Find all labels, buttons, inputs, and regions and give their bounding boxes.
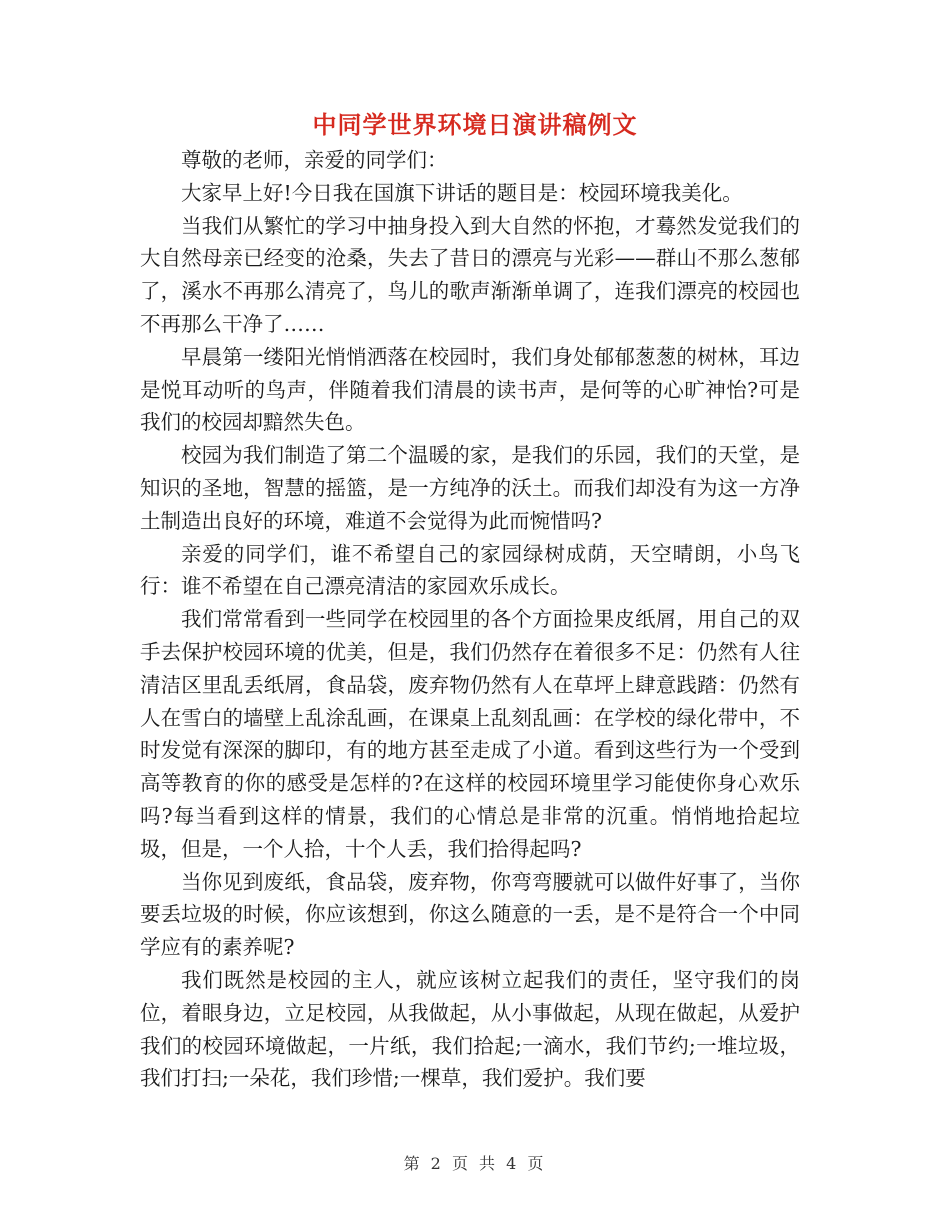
paragraph: 当你见到废纸，食品袋，废弃物，你弯弯腰就可以做件好事了，当你要丢垃圾的时候，你应该想到，你这么随意的一丢，是不是符合一个中同学应有的素养呢? [140, 869, 800, 960]
page-number-footer: 第 2 页 共 4 页 [403, 1154, 547, 1173]
paragraph: 校园为我们制造了第二个温暖的家，是我们的乐园，我们的天堂，是知识的圣地，智慧的摇篮，是一方纯净的沃土。而我们却没有为这一方净土制造出良好的环境，难道不会觉得为此而惋惜吗? [140, 443, 800, 533]
paragraph-intro: 大家早上好!今日我在国旗下讲话的题目是：校园环境我美化。 [181, 180, 743, 205]
paragraph: 当我们从繁忙的学习中抽身投入到大自然的怀抱，才蓦然发觉我们的大自然母亲已经变的沧桑，失去了昔日的漂亮与光彩——群山不那么葱郁了，溪水不再那么清亮了，鸟儿的歌声渐渐单调了，连我们漂亮的校园也不再那么干净了…… [140, 213, 800, 336]
document-title: 中同学世界环境日演讲稿例文 [312, 110, 638, 139]
paragraph: 亲爱的同学们，谁不希望自己的家园绿树成荫，天空晴朗，小鸟飞行：谁不希望在自己漂亮清洁的家园欢乐成长。 [140, 541, 800, 599]
paragraph: 我们既然是校园的主人，就应该树立起我们的责任，坚守我们的岗位，着眼身边，立足校园，从我做起，从小事做起，从现在做起，从爱护我们的校园环境做起，一片纸，我们拾起;一滴水，我们节约;一堆垃圾，我们打扫;一朵花，我们珍惜;一棵草，我们爱护。我们要 [140, 967, 800, 1091]
document-body [140, 144, 800, 1095]
paragraph: 我们常常看到一些同学在校园里的各个方面捡果皮纸屑，用自己的双手去保护校园环境的优美，但是，我们仍然存在着很多不足：仍然有人往清洁区里乱丢纸屑，食品袋，废弃物仍然有人在草坪上肆意践踏：仍然有人在雪白的墙壁上乱涂乱画，在课桌上乱刻乱画：在学校的绿化带中，不时发觉有深深的脚印，有的地方甚至走成了小道。看到这些行为一个受到高等教育的你的感受是怎样的?在这样的校园环境里学习能使你身心欢乐吗?每当看到这样的情景，我们的心情总是非常的沉重。悄悄地拾起垃圾，但是，一个人拾，十个人丢，我们拾得起吗? [140, 607, 800, 861]
paragraph-greeting: 尊敬的老师，亲爱的同学们： [181, 148, 448, 172]
paragraph: 早晨第一缕阳光悄悄洒落在校园时，我们身处郁郁葱葱的树林，耳边是悦耳动听的鸟声，伴随着我们清晨的读书声，是何等的心旷神怡?可是我们的校园却黯然失色。 [140, 344, 800, 435]
